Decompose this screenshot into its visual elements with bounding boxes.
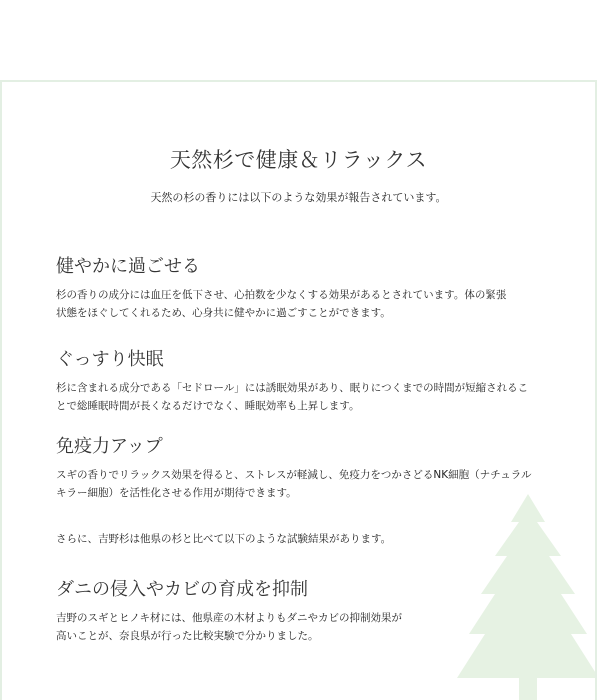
section-healthy (56, 252, 546, 322)
section-body: スギの香りでリラックス効果を得ると、ストレスが軽減し、免疫力をつかさどるNK細胞（ナチュラル キラー細胞）を活性化させる作用が期待できます。 (56, 469, 532, 499)
section-heading: 免疫力アップ (56, 436, 163, 457)
section-mite-mold (56, 575, 546, 645)
section-heading: 健やかに過ごせる (56, 256, 200, 277)
section-immunity (56, 432, 546, 502)
section-body: 杉の香りの成分には血圧を低下させ、心拍数を少なくする効果があるとされています。体の緊張 状態をほぐしてくれるため、心身共に健やかに過ごすことができます。 (56, 289, 507, 319)
section-sleep (56, 345, 546, 415)
comparison-note: さらに、吉野杉は他県の杉と比べて以下のような試験結果があります。 (56, 533, 392, 545)
section-heading: ダニの侵入やカビの育成を抑制 (56, 579, 308, 600)
section-heading: ぐっすり快眠 (56, 349, 164, 370)
page-subtitle: 天然の杉の香りには以下のような効果が報告されています。 (150, 191, 447, 204)
section-body: 吉野のスギとヒノキ材には、他県産の木材よりもダニやカビの抑制効果が 高いことが、奈良県が行った比較実験で分かりました。 (56, 612, 402, 642)
content-panel (0, 80, 597, 700)
page-title: 天然杉で健康＆リラックス (169, 148, 428, 172)
section-body: 杉に含まれる成分である「セドロール」には誘眠効果があり、眠りにつくまでの時間が短縮されるこ とで総睡眠時間が長くなるだけでなく、睡眠効率も上昇します。 (56, 382, 529, 412)
